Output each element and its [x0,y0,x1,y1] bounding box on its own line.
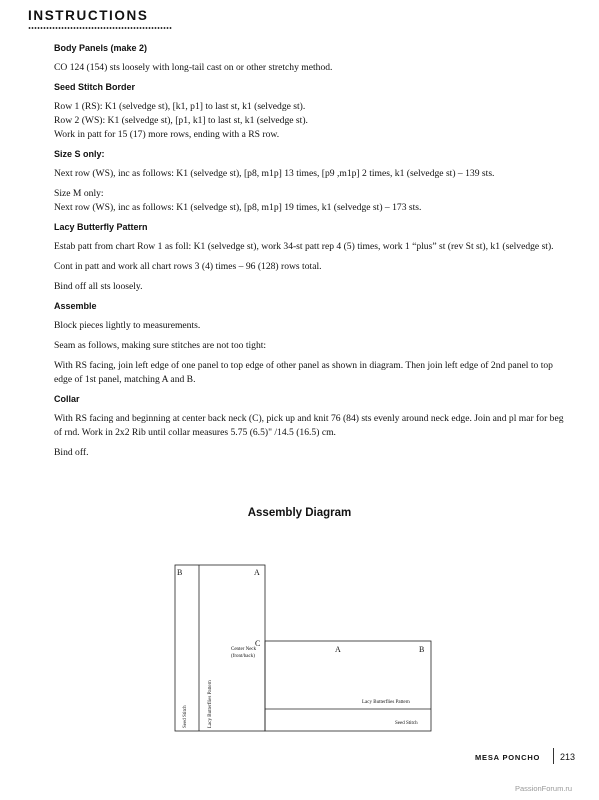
assembly-diagram [165,555,437,735]
assemble-block: Block pieces lightly to measurements. [54,320,201,331]
assemble-rs: With RS facing, join left edge of one panel to top edge of other panel as shown in diagram. Then join left edge of 2nd panel to top edge of 1st panel, matching A and B. [54,360,553,385]
seed-work: Work in patt for 15 (17) more rows, ending with a RS row. [54,129,280,140]
lacy-bind: Bind off all sts loosely. [54,281,143,292]
size-m-text: Next row (WS), inc as follows: K1 (selvedge st), [p8, m1p] 19 times, k1 (selvedge st) – 173 sts. [54,202,422,213]
center-neck-label: Center Neck [231,647,257,652]
lacy-estab: Estab patt from chart Row 1 as foll: K1 (selvedge st), work 34-st patt rep 4 (5) times, work 1 “plus” st (rev St st), k1 (selvedge st). [54,241,554,252]
collar-text: With RS facing and beginning at center back neck (C), pick up and knit 76 (84) sts evenly around neck edge. Join and pl mar for beg of rnd. Work in 2x2 Rib until collar measures 5.75 (6.5)" /14.5 (16.5) cm. [54,413,564,438]
footer-title: MESA PONCHO [475,753,541,762]
seed-vertical-label: Seed Stitch [183,705,188,728]
title-dotted-underline [28,27,172,29]
body-panels-heading: Body Panels (make 2) [54,43,148,53]
size-s-heading: Size S only: [54,149,105,159]
size-m-label: Size M only: [54,188,104,199]
body-panels-text: CO 124 (154) sts loosely with long-tail cast on or other stretchy method. [54,62,333,73]
lacy-vertical-label: Lacy Butterflies Pattern [208,680,213,728]
seed-stitch-heading: Seed Stitch Border [54,82,136,92]
horizontal-panel-outline [265,641,431,731]
lacy-horizontal-label: Lacy Butterflies Pattern [362,700,410,705]
watermark: PassionForum.ru [515,784,573,793]
seed-row-2: Row 2 (WS): K1 (selvedge st), [p1, k1] to last st, k1 (selvedge st). [54,115,308,126]
label-a-right: A [335,645,341,654]
instructions-body [54,42,564,466]
lacy-cont: Cont in patt and work all chart rows 3 (4) times – 96 (128) rows total. [54,261,322,272]
front-back-label: (front/back) [231,654,255,659]
label-b-right: B [419,645,425,654]
label-c: C [255,639,261,648]
seed-row-1: Row 1 (RS): K1 (selvedge st), [k1, p1] to last st, k1 (selvedge st). [54,101,306,112]
label-b-top: B [177,568,183,577]
section-title: INSTRUCTIONS [28,8,149,23]
assemble-heading: Assemble [54,301,97,311]
collar-heading: Collar [54,394,80,404]
label-a-top: A [254,568,260,577]
page-number: 213 [560,752,576,762]
collar-bind: Bind off. [54,447,89,458]
lacy-heading: Lacy Butterfly Pattern [54,222,148,232]
footer-separator [553,748,554,764]
seed-horizontal-label: Seed Stitch [395,721,418,726]
assemble-seam: Seam as follows, making sure stitches are not too tight: [54,340,267,351]
size-s-text: Next row (WS), inc as follows: K1 (selvedge st), [p8, m1p] 13 times, [p9 ,m1p] 2 times, k1 (selvedge st) – 139 sts. [54,168,495,179]
diagram-title: Assembly Diagram [247,507,352,519]
